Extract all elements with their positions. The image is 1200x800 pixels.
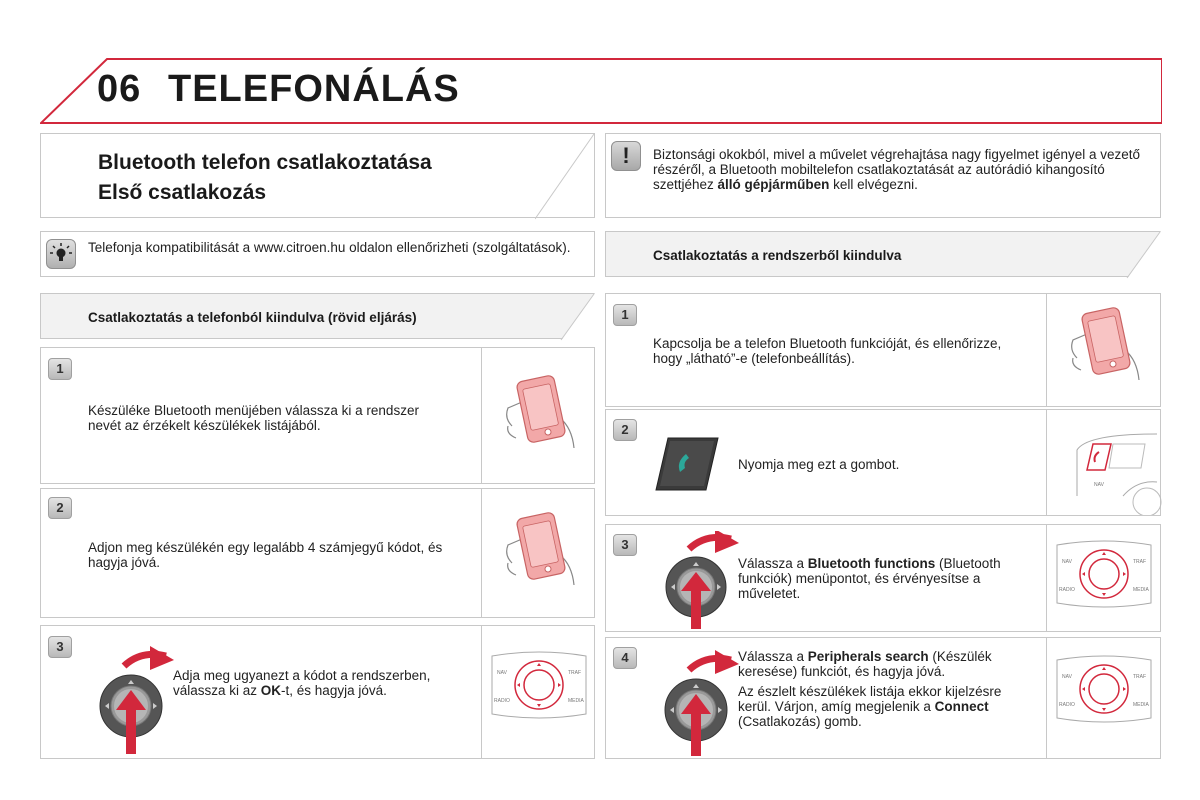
control-panel-illustration [1047,525,1162,631]
media-label: MEDIA [1133,702,1149,708]
right-step-3 [605,524,1161,632]
step-number-badge: 1 [613,304,637,326]
nav-label: NAV [1062,559,1072,565]
step-number-badge: 4 [613,647,637,669]
step-number-badge: 2 [613,419,637,441]
right-step-2 [605,409,1161,516]
tip-text: Telefonja kompatibilitását a www.citroen.hu oldalon ellenőrizheti (szolgáltatások). [88,240,571,255]
phone-in-hand-icon [1047,294,1162,406]
tip-box [40,231,595,277]
step-text: Adjon meg készülékén egy legalább 4 számjegyű kódot, és hagyja jóvá. [88,540,443,570]
intro-title-line2: Első csatlakozás [98,181,267,204]
left-step-2 [40,488,595,618]
step-number-badge: 1 [48,358,72,380]
rotary-knob-icon [651,648,741,758]
control-panel-illustration [482,626,596,758]
left-step-1 [40,347,595,484]
left-section-title-box [40,293,595,339]
step-text: Készüléke Bluetooth menüjében válassza ki a rendszer nevét az érzékelt készülékek listájából. [88,403,419,433]
phone-illustration-cell [481,348,595,483]
phone-button-icon[interactable] [654,436,720,492]
phone-illustration-cell [1046,294,1161,406]
lightbulb-icon [46,239,76,269]
box-corner-diagonal [1101,231,1161,279]
nav-label: NAV [1094,482,1104,488]
right-section-title-box [605,231,1161,277]
step-text: Nyomja meg ezt a gombot. [738,457,900,472]
step-number-badge: 2 [48,497,72,519]
phone-in-hand-icon [482,489,596,617]
warning-text: Biztonsági okokból, mivel a művelet végrehajtása nagy figyelmet igényel a vezető részéről, a Bluetooth mobiltelefon csatlakoztatását az autórádió kihangosító szettjéhez álló gépjárműben kell elvégezni. [653,147,1141,192]
step-text: Adja meg ugyanezt a kódot a rendszerben, válassza ki az OK-t, és hagyja jóvá. [173,668,431,698]
radio-label: RADIO [1059,702,1075,708]
nav-label: NAV [1062,674,1072,680]
exclamation-icon: ! [611,141,641,171]
rotary-knob-icon [651,531,741,631]
step-text: Válassza a Bluetooth functions (Bluetooth funkciók) menüpontot, és érvényesítse a műveletet. [738,556,1001,601]
console-illustration-cell [1046,410,1161,515]
right-section-title: Csatlakoztatás a rendszerből kiindulva [653,248,902,263]
control-panel-cell [1046,525,1161,631]
left-step-3 [40,625,595,759]
step-number-badge: 3 [613,534,637,556]
intro-title-line1: Bluetooth telefon csatlakoztatása [98,151,432,174]
phone-in-hand-icon [482,348,596,483]
step-number-badge: 3 [48,636,72,658]
media-label: MEDIA [568,698,584,704]
traf-label: TRAF [1133,559,1147,565]
traf-label: TRAF [1133,674,1147,680]
step-text: Válassza a Peripherals search (Készülék keresése) funkciót, és hagyja jóvá. Az észlelt készülékek listája ekkor kijelzésre kerül. Várjon, amíg megjelenik a Connect (Csatlakozás) gomb. [738,649,1002,729]
radio-label: RADIO [1059,587,1075,593]
box-corner-diagonal [535,133,595,220]
control-panel-illustration [1047,638,1162,758]
box-corner-diagonal [535,293,595,341]
traf-label: TRAF [568,670,582,676]
rotary-knob-icon [86,644,176,759]
intro-title-box [40,133,595,218]
step-text: Kapcsolja be a telefon Bluetooth funkcióját, és ellenőrizze, hogy „látható”-e (telefonbeállítás). [653,336,1002,366]
radio-label: RADIO [494,698,510,704]
nav-label: NAV [497,670,507,676]
right-step-1 [605,293,1161,407]
chapter-title: TELEFONÁLÁS [168,68,460,110]
control-panel-cell [481,626,595,758]
media-label: MEDIA [1133,587,1149,593]
control-panel-cell [1046,638,1161,758]
left-section-title: Csatlakoztatás a telefonból kiindulva (rövid eljárás) [88,310,417,325]
chapter-number: 06 [97,68,142,110]
console-phone-button-illustration [1047,410,1162,515]
phone-illustration-cell [481,489,595,617]
right-step-4 [605,637,1161,759]
warning-box [605,133,1161,218]
